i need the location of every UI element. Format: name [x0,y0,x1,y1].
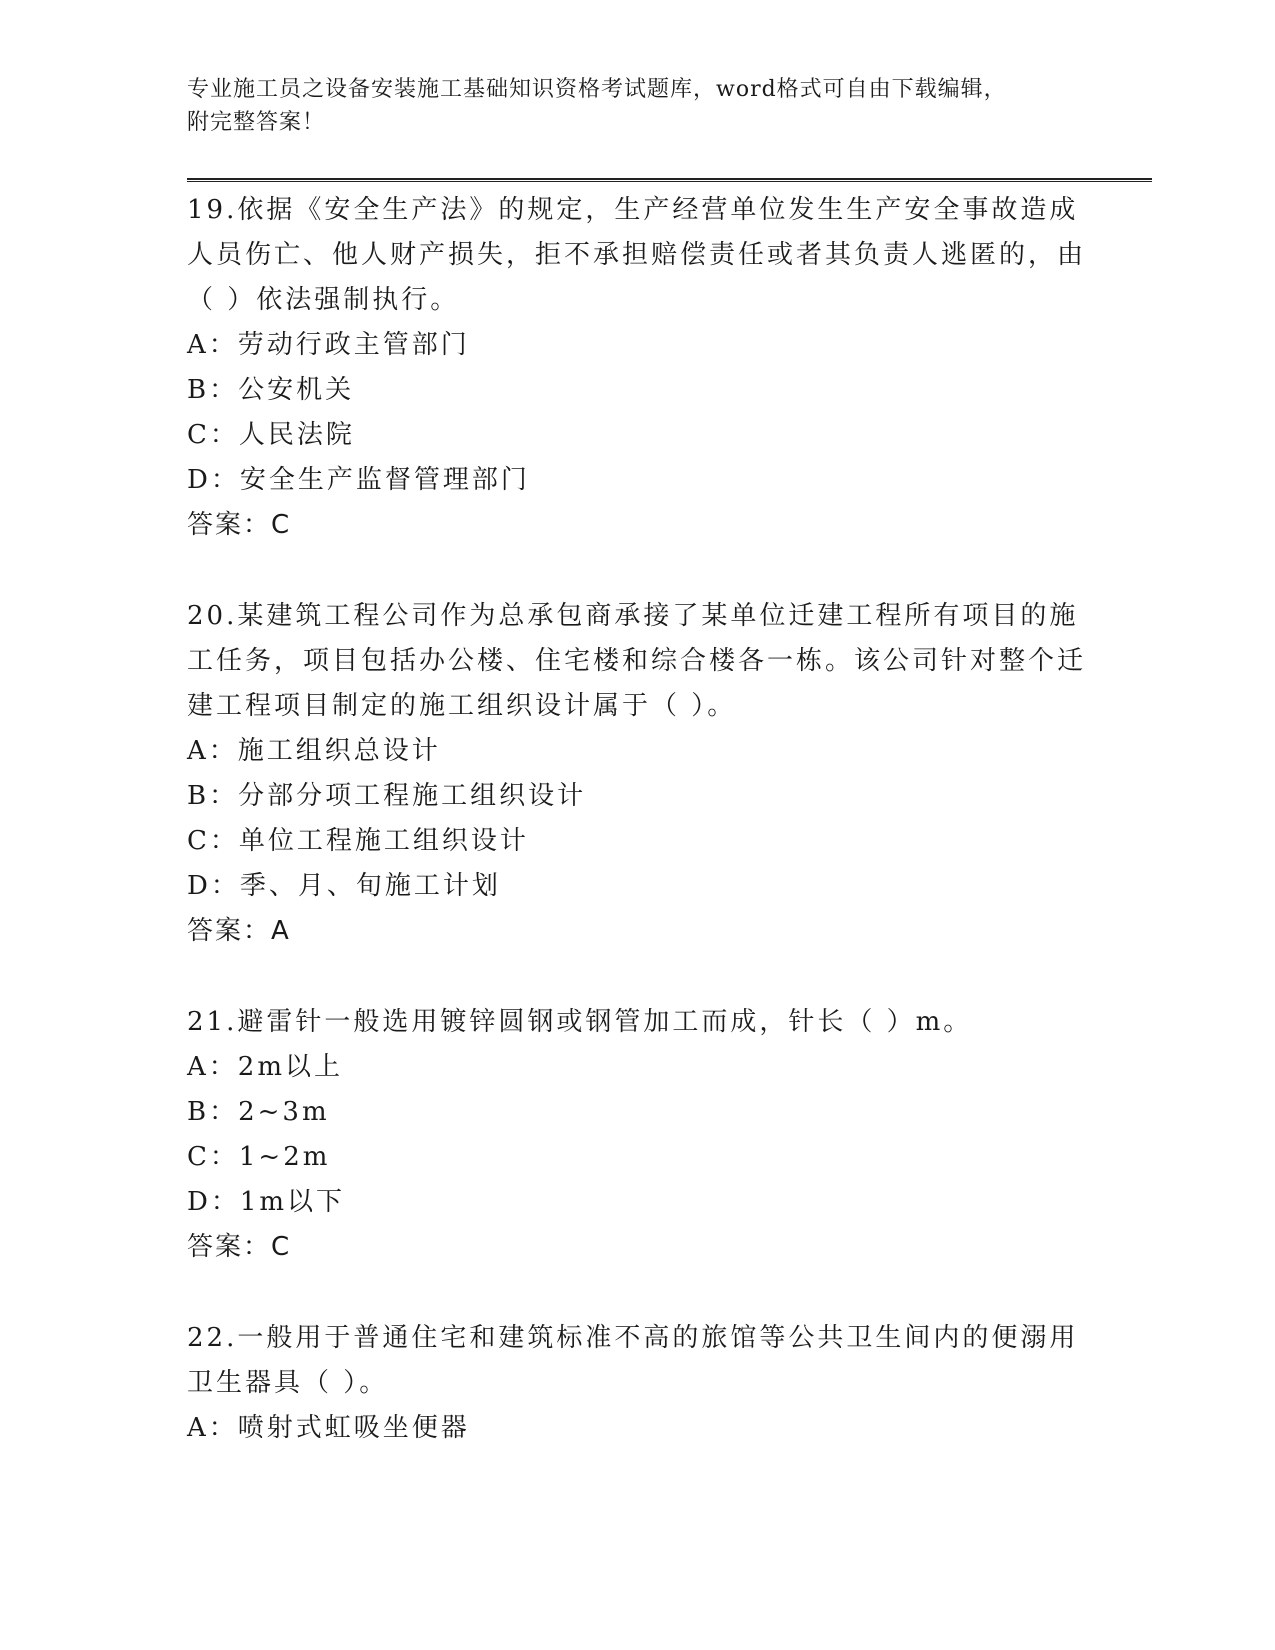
question-20 [187,594,1087,954]
option-a: A：喷射式虹吸坐便器 [187,1413,470,1443]
option-c: C：人民法院 [187,420,355,450]
option-d: D：季、月、旬施工计划 [187,871,501,901]
option-b: B：分部分项工程施工组织设计 [187,781,587,811]
document-header [187,73,1067,139]
question-stem: 19.依据《安全生产法》的规定，生产经营单位发生生产安全事故造成人员伤亡、他人财产损失，拒不承担赔偿责任或者其负责人逃匿的，由（ ）依法强制执行。 [187,195,1087,315]
option-c: C：1~2m [187,1142,331,1172]
option-b: B：公安机关 [187,375,355,405]
question-stem: 20.某建筑工程公司作为总承包商承接了某单位迁建工程所有项目的施工任务，项目包括办公楼、住宅楼和综合楼各一栋。该公司针对整个迁建工程项目制定的施工组织设计属于（ ）。 [187,601,1087,721]
question-22 [187,1316,1087,1451]
option-d: D：1m以下 [187,1187,346,1217]
question-stem: 21.避雷针一般选用镀锌圆钢或钢管加工而成，针长（ ）m。 [187,1007,973,1037]
header-line-2: 附完整答案！ [187,110,326,135]
answer: 答案：A [187,916,291,946]
answer: 答案：C [187,1232,292,1262]
question-stem: 22.一般用于普通住宅和建筑标准不高的旅馆等公共卫生间内的便溺用卫生器具（ ）。 [187,1323,1079,1398]
question-list [187,188,1087,1497]
header-divider [187,178,1152,182]
answer: 答案：C [187,510,292,540]
header-line-1: 专业施工员之设备安装施工基础知识资格考试题库，word格式可自由下载编辑， [187,77,1007,102]
question-19 [187,188,1087,548]
option-a: A：施工组织总设计 [187,736,441,766]
option-b: B：2~3m [187,1097,330,1127]
option-a: A：2m以上 [187,1052,343,1082]
option-a: A：劳动行政主管部门 [187,330,470,360]
question-21 [187,1000,1087,1270]
option-d: D：安全生产监督管理部门 [187,465,530,495]
option-c: C：单位工程施工组织设计 [187,826,529,856]
